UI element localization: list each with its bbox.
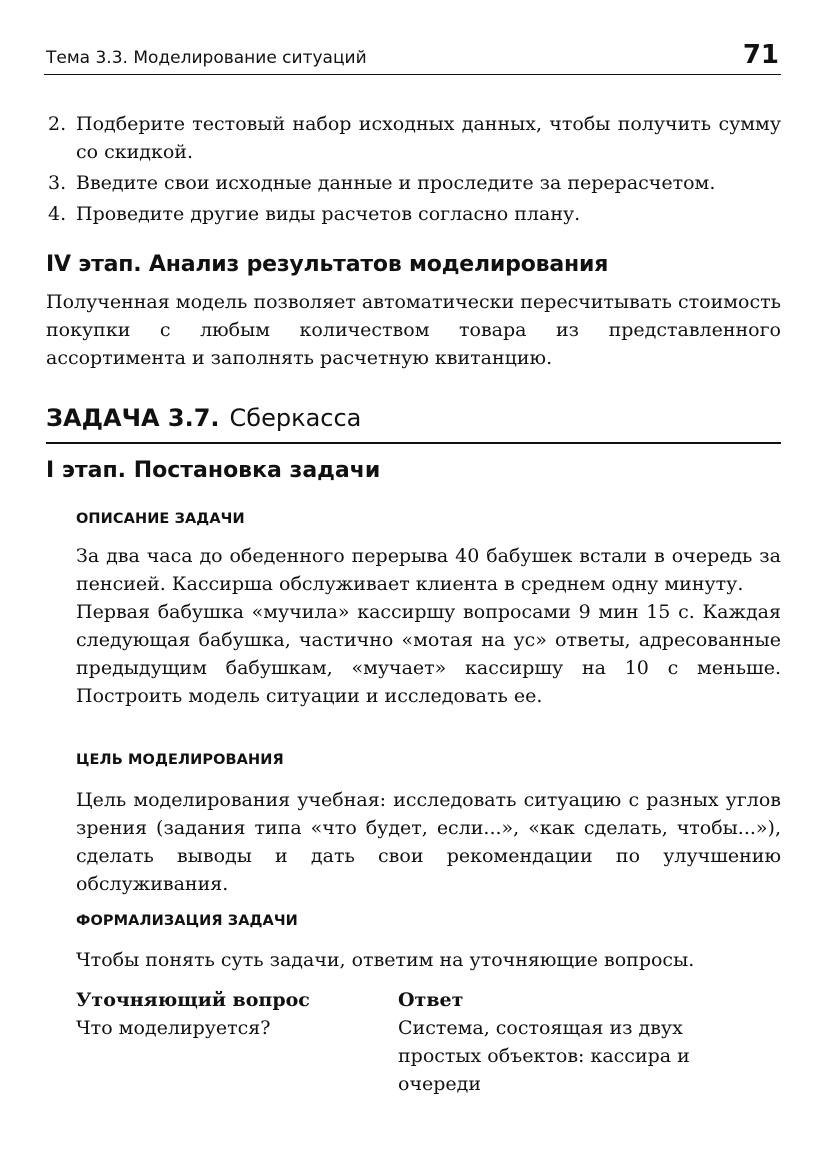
list-item [48,169,781,197]
description-paragraph: За два часа до обеденного перерыва 40 бабушек встали в очередь за пенсией. Кассирша обслуживает клиента в среднем одну минуту. [76,545,781,595]
qa-question: Что моделируется? [76,1017,271,1039]
steps-list [48,110,781,231]
task-label: ЗАДАЧА 3.7. [46,404,220,432]
description-heading: ОПИСАНИЕ ЗАДАЧИ [76,511,245,527]
formalization-paragraph: Чтобы понять суть задачи, ответим на уточняющие вопросы. [76,949,695,971]
step-text: Введите свои исходные данные и проследите за перерасчетом. [76,172,716,194]
task-heading [46,404,781,444]
task-name: Сберкасса [229,404,362,432]
step-number: 2. [48,113,67,135]
running-header [44,38,781,75]
qa-col-question: Уточняющий вопрос [76,989,310,1011]
list-item [48,200,781,228]
formalization-heading: ФОРМАЛИЗАЦИЯ ЗАДАЧИ [76,913,298,929]
goal-paragraph: Цель моделирования учебная: исследовать ситуацию с разных углов зрения (задания типа «что будет, если...», «как сделать, чтобы...»), сделать выводы и дать свои рекомендации по улучшению обслуживания. [76,789,781,895]
list-item [48,110,781,166]
table-row [76,1014,781,1098]
qa-table [76,986,781,1098]
step-number: 3. [48,172,67,194]
header-title: Тема 3.3. Моделирование ситуаций [46,48,367,68]
step-text: Подберите тестовый набор исходных данных, чтобы получить сумму со скидкой. [76,113,781,163]
qa-answer: Система, состоящая из двух простых объектов: кассира и очереди [398,1017,690,1095]
stage4-heading: IV этап. Анализ результатов моделирования [46,252,609,277]
description-text [76,542,781,710]
stage4-paragraph: Полученная модель позволяет автоматически пересчитывать стоимость покупки с любым количеством товара из представленного ассортимента и заполнять расчетную квитанцию. [46,291,781,369]
qa-col-answer: Ответ [398,989,464,1011]
stage1-heading: I этап. Постановка задачи [46,458,381,483]
step-number: 4. [48,203,67,225]
step-text: Проведите другие виды расчетов согласно плану. [76,203,581,225]
page-number: 71 [742,40,779,70]
qa-header-row [76,986,781,1014]
description-paragraph: Первая бабушка «мучила» кассиршу вопросами 9 мин 15 с. Каждая следующая бабушка, частично «мотая на ус» ответы, адресованные предыдущим бабушкам, «мучает» кассиршу на 10 с меньше. Построить модель ситуации и исследовать ее. [76,601,781,707]
goal-heading: ЦЕЛЬ МОДЕЛИРОВАНИЯ [76,752,284,768]
